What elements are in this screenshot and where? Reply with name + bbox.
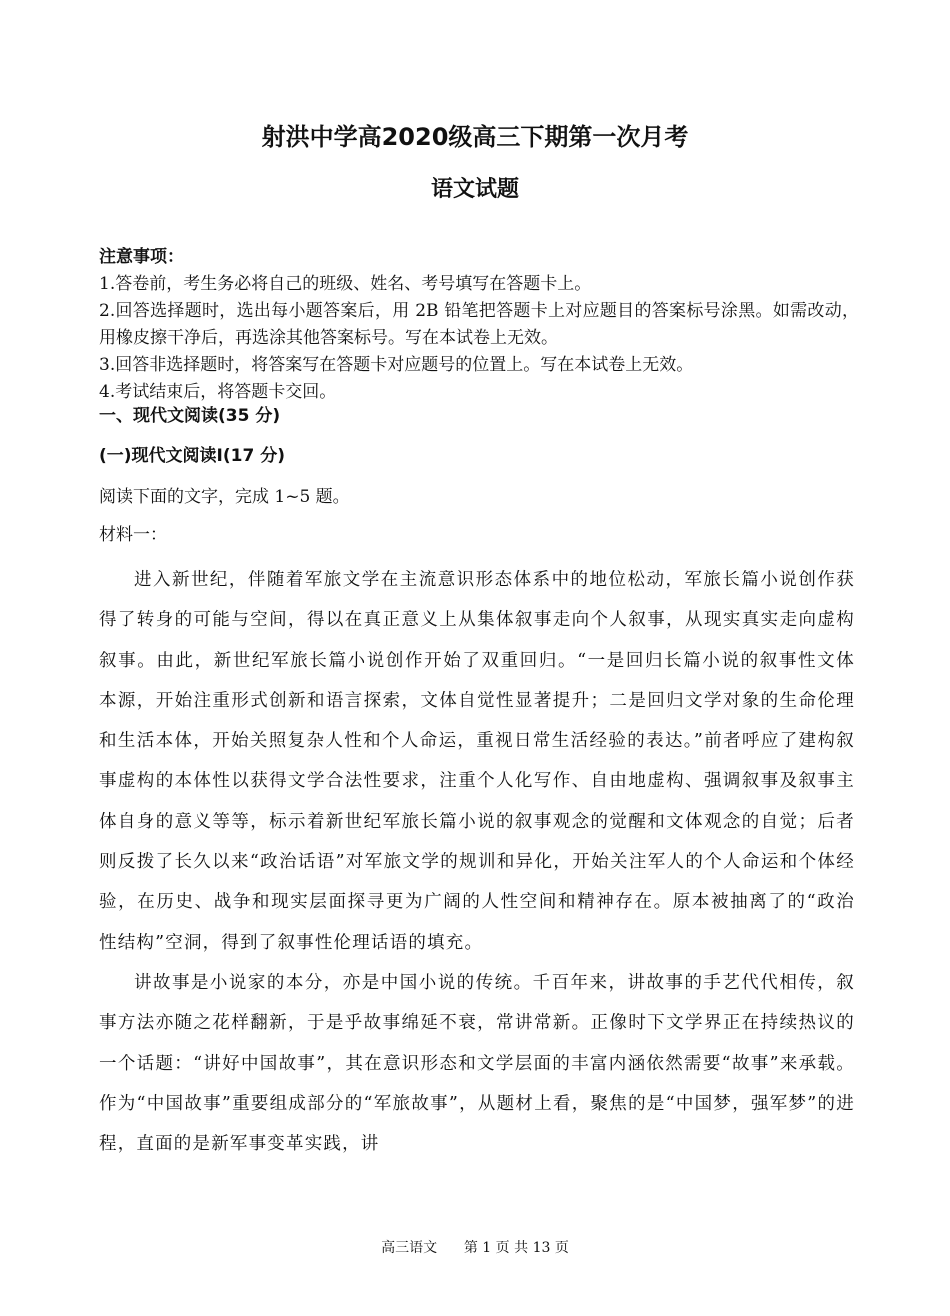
reading-passage <box>99 560 855 1164</box>
footer-page-number: 第 1 页 共 13 页 <box>463 1240 569 1256</box>
notice-item-4: 4.考试结束后，将答题卡交回。 <box>99 382 337 402</box>
notice-item-2: 2.回答选择题时，选出每小题答案后，用 2B 铅笔把答题卡上对应题目的答案标号涂黑。如需改动，用橡皮擦干净后，再选涂其他答案标号。写在本试卷上无效。 <box>99 301 859 348</box>
notice-block <box>99 243 859 406</box>
material-label: 材料一： <box>99 525 167 545</box>
page-footer <box>0 1238 950 1258</box>
footer-subject: 高三语文 <box>381 1240 438 1256</box>
reading-instruction: 阅读下面的文字，完成 1~5 题。 <box>99 487 350 507</box>
section-heading-part1-sub: (一)现代文阅读Ⅰ(17 分) <box>99 446 285 466</box>
notice-item-3: 3.回答非选择题时，将答案写在答题卡对应题号的位置上。写在本试卷上无效。 <box>99 355 694 375</box>
passage-paragraph-1: 进入新世纪，伴随着军旅文学在主流意识形态体系中的地位松动，军旅长篇小说创作获得了转身的可能与空间，得以在真正意义上从集体叙事走向个人叙事，从现实真实走向虚构叙事。由此，新世纪军旅长篇小说创作开始了双重回归。“一是回归长篇小说的叙事性文体本源，开始注重形式创新和语言探索，文体自觉性显著提升；二是回归文学对象的生命伦理和生活本体，开始关照复杂人性和个人命运，重视日常生活经验的表达。”前者呼应了建构叙事虚构的本体性以获得文学合法性要求，注重个人化写作、自由地虚构、强调叙事及叙事主体自身的意义等等，标示着新世纪军旅长篇小说的叙事观念的觉醒和文体观念的自觉；后者则反拨了长久以来“政治话语”对军旅文学的规训和异化，开始关注军人的个人命运和个体经验，在历史、战争和现实层面探寻更为广阔的人性空间和精神存在。原本被抽离了的“政治性结构”空洞，得到了叙事性伦理话语的填充。 <box>99 570 855 953</box>
notice-heading: 注意事项： <box>99 247 184 267</box>
notice-item-1: 1.答卷前，考生务必将自己的班级、姓名、考号填写在答题卡上。 <box>99 274 592 294</box>
section-heading-part1: 一、现代文阅读(35 分) <box>99 406 281 426</box>
passage-paragraph-2: 讲故事是小说家的本分，亦是中国小说的传统。千百年来，讲故事的手艺代代相传，叙事方法亦随之花样翻新，于是乎故事绵延不衰，常讲常新。正像时下文学界正在持续热议的一个话题：“讲好中国故事”，其在意识形态和文学层面的丰富内涵依然需要“故事”来承载。作为“中国故事”重要组成部分的“军旅故事”，从题材上看，聚焦的是“中国梦，强军梦”的进程，直面的是新军事变革实践，讲 <box>99 972 855 1155</box>
exam-title: 射洪中学高2020级高三下期第一次月考 <box>261 123 689 151</box>
exam-subtitle: 语文试题 <box>430 177 519 202</box>
